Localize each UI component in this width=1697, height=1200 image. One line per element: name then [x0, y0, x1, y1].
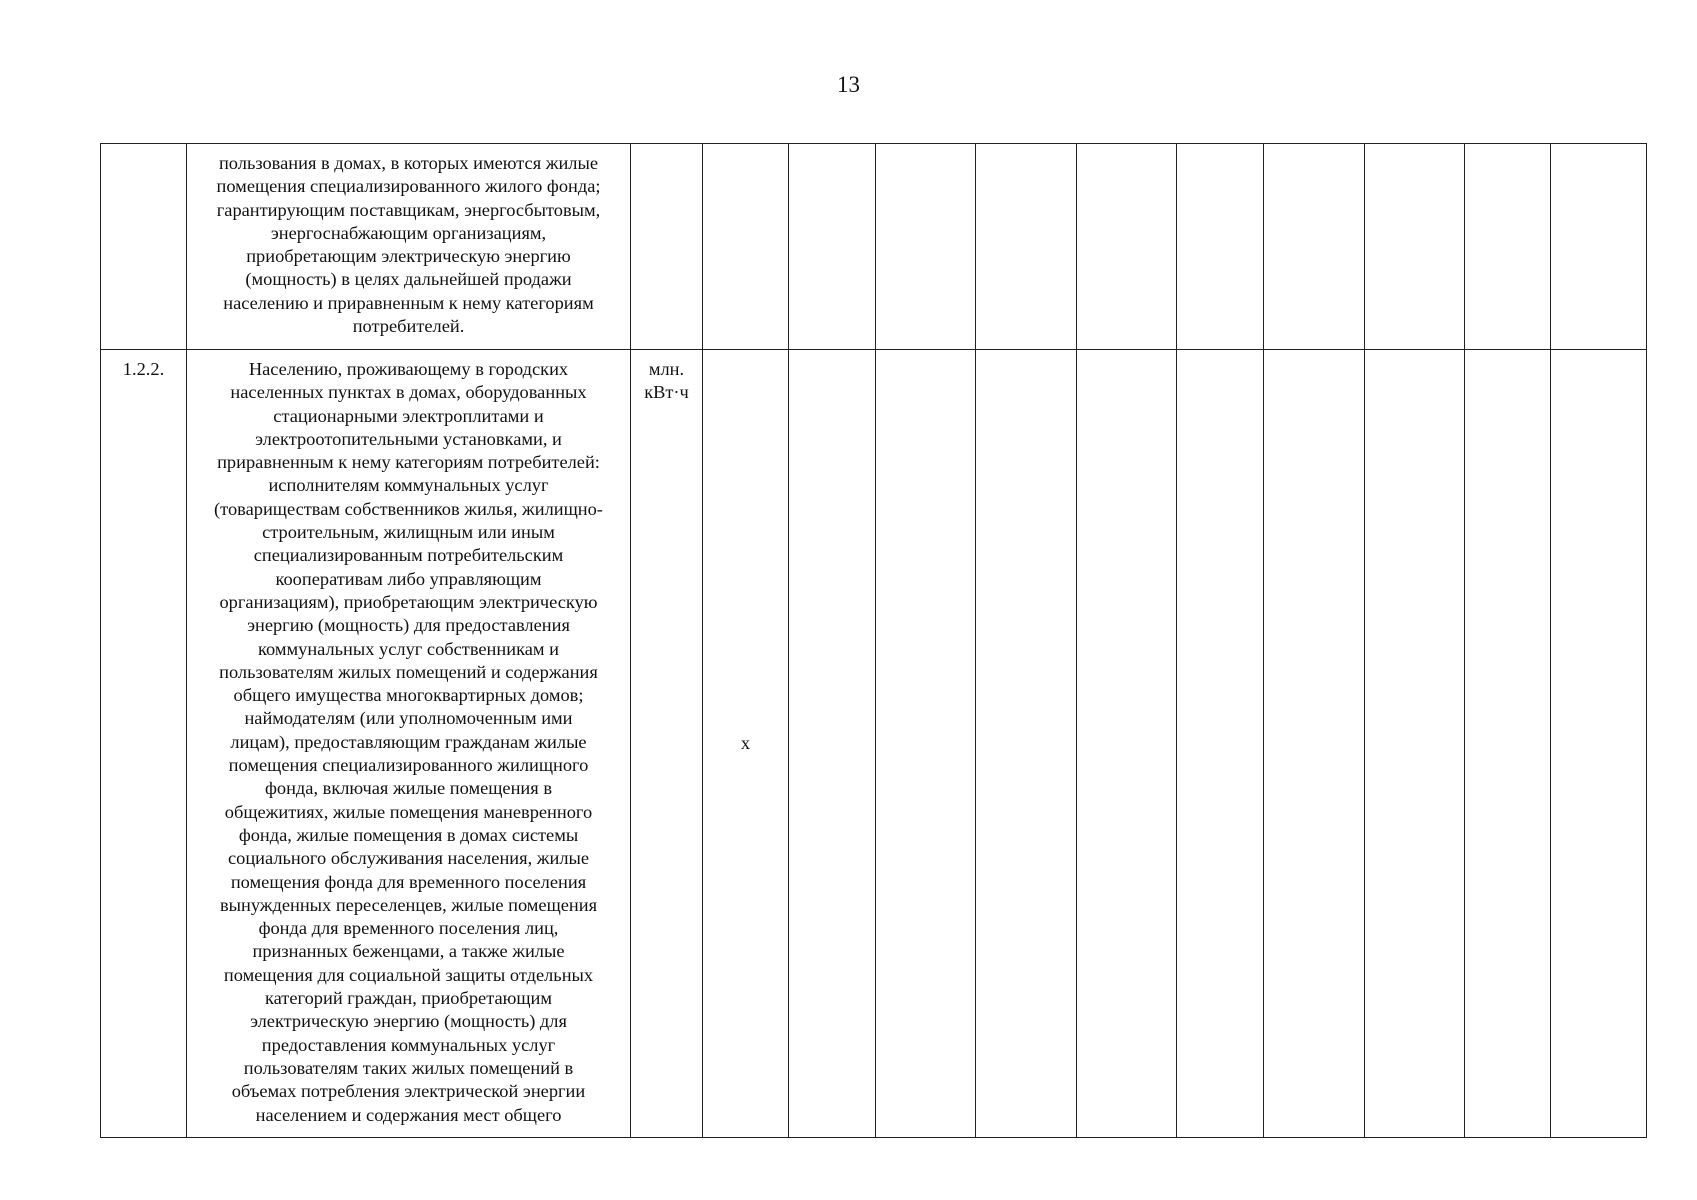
description-line: электрическую энергию (мощность) для — [250, 1011, 567, 1032]
description-line: помещения специализированного жилого фонда; — [216, 176, 601, 197]
description-line: потребителей. — [352, 316, 465, 337]
tariff-table — [100, 143, 1647, 1138]
row-number-cell — [101, 350, 187, 1138]
value-cell — [876, 144, 976, 350]
value-cell — [1077, 144, 1177, 350]
unit-line: кВт·ч — [644, 382, 689, 403]
description-line: пользователям таких жилых помещений в — [243, 1057, 574, 1078]
value-cell — [976, 350, 1077, 1138]
description-line: общежитиях, жилые помещения маневренного — [224, 801, 593, 822]
description-line: населению и приравненным к нему категориям — [223, 292, 594, 313]
description-line: лицам), предоставляющим гражданам жилые — [230, 731, 587, 752]
description-line: объемах потребления электрической энергии — [231, 1081, 586, 1102]
value-cell — [1365, 144, 1465, 350]
description-line: наймодателям (или уполномоченным ими — [244, 708, 573, 729]
description-line: приобретающим электрическую энергию — [246, 246, 571, 267]
description-line: приравненным к нему категориям потребителей: — [217, 452, 600, 473]
description-line: населением и содержания мест общего — [255, 1104, 562, 1125]
value-cell — [789, 350, 876, 1138]
not-applicable-mark: х — [740, 732, 751, 753]
value-cell — [1264, 350, 1365, 1138]
description-line: энергию (мощность) для предоставления — [247, 615, 570, 636]
description-line: пользования в домах, в которых имеются жилые — [218, 153, 599, 173]
description-line: Населению, проживающему в городских — [248, 359, 569, 379]
description-line: фонда, жилые помещения в домах системы — [238, 824, 579, 845]
description-line: кооперативам либо управляющим — [275, 568, 542, 589]
value-cell — [789, 144, 876, 350]
value-cell — [703, 144, 789, 350]
value-cell — [1551, 350, 1647, 1138]
description-line: строительным, жилищным или иным — [262, 522, 555, 543]
unit-cell — [631, 350, 703, 1138]
description-line: (товариществам собственников жилья, жилищно- — [214, 498, 603, 519]
description-line: признанных беженцами, а также жилые — [252, 941, 565, 962]
description-line: коммунальных услуг собственникам и — [258, 638, 559, 659]
value-cell — [1264, 144, 1365, 350]
value-cell — [1177, 350, 1264, 1138]
description-line: гарантирующим поставщикам, энергосбытовым, — [216, 199, 601, 220]
description-line: организациям), приобретающим электрическую — [219, 591, 598, 612]
description-line: стационарными электроплитами и — [273, 405, 544, 426]
description-line: помещения специализированного жилищного — [228, 755, 589, 776]
unit-line: млн. — [648, 359, 685, 379]
value-cell — [876, 350, 976, 1138]
value-cell — [1365, 350, 1465, 1138]
description-line: вынужденных переселенцев, жилые помещения — [219, 894, 598, 915]
description-line: (мощность) в целях дальнейшей продажи — [245, 269, 572, 290]
value-cell — [1551, 144, 1647, 350]
row-number-cell — [101, 144, 187, 350]
value-cell — [1465, 144, 1551, 350]
row-description-cell — [187, 144, 631, 350]
value-cell — [1177, 144, 1264, 350]
description-line: фонда для временного поселения лиц, — [258, 918, 559, 939]
description-line: категорий граждан, приобретающим — [264, 988, 553, 1009]
description-line: населенных пунктах в домах, оборудованных — [230, 382, 587, 403]
table-row-1-2-2 — [101, 350, 1647, 1138]
description-line: исполнителям коммунальных услуг — [268, 475, 549, 496]
description-line: предоставления коммунальных услуг — [261, 1034, 556, 1055]
not-applicable-cell — [703, 350, 789, 1138]
description-line: социального обслуживания населения, жилые — [227, 848, 590, 869]
description-line: энергоснабжающим организациям, — [270, 222, 547, 243]
value-cell — [1465, 350, 1551, 1138]
description-line: электроотопительными установками, и — [255, 428, 562, 449]
row-description-cell — [187, 350, 631, 1138]
page-number: 13 — [837, 72, 860, 97]
value-cell — [976, 144, 1077, 350]
description-line: помещения фонда для временного поселения — [230, 871, 587, 892]
description-line: пользователям жилых помещений и содержания — [219, 661, 598, 682]
description-line: общего имущества многоквартирных домов; — [233, 685, 584, 706]
value-cell — [1077, 350, 1177, 1138]
unit-cell — [631, 144, 703, 350]
description-line: помещения для социальной защиты отдельных — [223, 964, 594, 985]
row-number: 1.2.2. — [122, 359, 165, 379]
table-row-continuation — [101, 144, 1647, 350]
description-line: фонда, включая жилые помещения в — [264, 778, 553, 799]
description-line: специализированным потребительским — [253, 545, 564, 566]
